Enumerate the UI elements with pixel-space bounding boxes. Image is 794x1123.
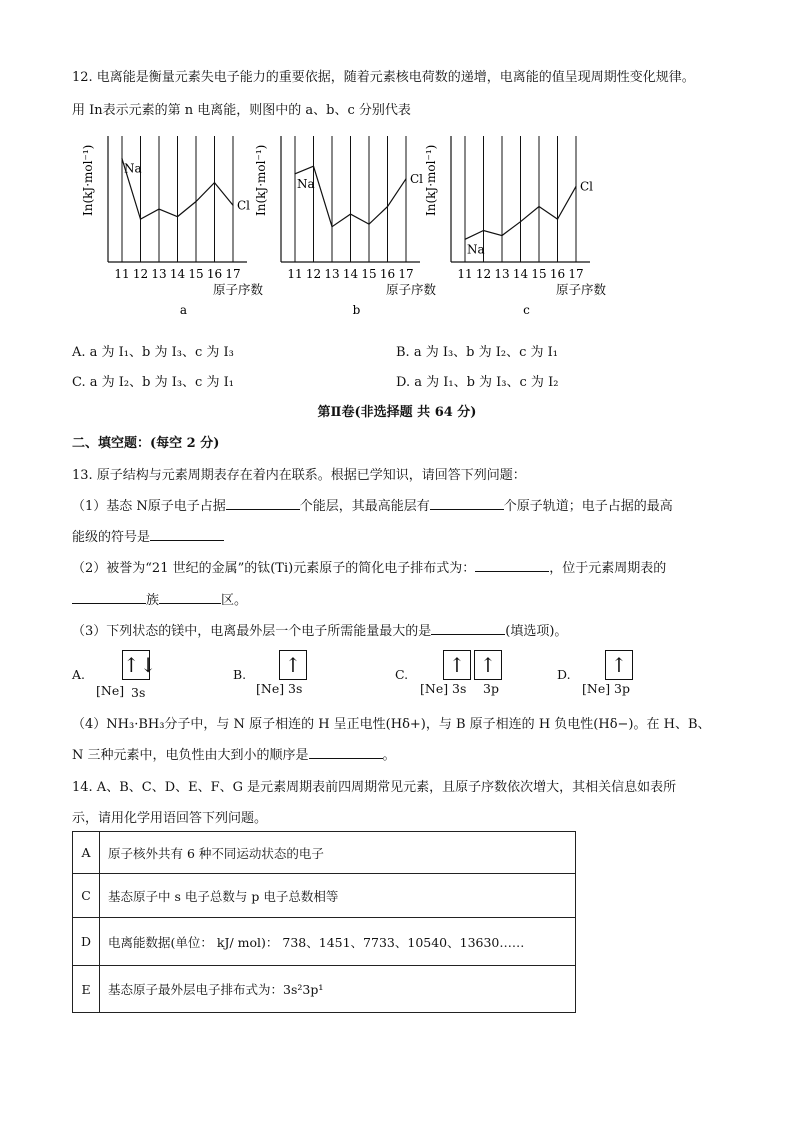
q13-part3 (72, 620, 567, 639)
q13-part1-cont (72, 526, 224, 545)
point-label-na: Na (297, 176, 315, 191)
q14-intro1: 14. A、B、C、D、E、F、G 是元素周期表前四周期常见元素，且原子序数依次增大，其相关信息如表所 (72, 780, 677, 795)
q13-p2a: （2）被誉为“21 世纪的金属”的钛(Ti)元素原子的简化电子排布式为： (72, 561, 476, 576)
q13-p1d: 能级的符号是 (72, 530, 151, 545)
x-tick-label: 17 (225, 267, 241, 281)
data-point (405, 178, 406, 179)
answer-blank[interactable] (430, 498, 504, 510)
data-point (387, 206, 388, 207)
chart-b (243, 128, 436, 323)
table-key: E (73, 966, 100, 1013)
chart-caption: b (352, 303, 361, 317)
y-axis-label: In(kJ·mol⁻¹) (81, 144, 95, 216)
table-key: D (73, 918, 100, 966)
choice-letter: D. (557, 667, 571, 682)
answer-blank[interactable] (72, 592, 146, 604)
x-tick-label: 12 (305, 267, 322, 281)
table-key: C (73, 874, 100, 918)
q13-p4c: 。 (382, 748, 396, 763)
choice-letter: B. (233, 667, 247, 682)
data-point (501, 235, 502, 236)
chart-caption: c (523, 303, 530, 317)
x-tick-label: 17 (568, 267, 584, 281)
q13-part2-cont (72, 589, 247, 608)
x-axis-label: 原子序数 (555, 282, 606, 297)
q13-part4-line1: （4）NH₃·BH₃分子中，与 N 原子相连的 H 呈正电性(Hδ+)，与 B 原子相连的 H 负电性(Hδ−)。在 H、B、 (72, 717, 711, 732)
q13-p2c: 族 (146, 593, 160, 608)
x-tick-label: 15 (188, 267, 204, 281)
x-tick-label: 13 (494, 267, 510, 281)
q13-p2b: ，位于元素周期表的 (549, 561, 667, 576)
chart-c-svg (413, 128, 606, 323)
choice-letter: A. (72, 667, 86, 682)
point-label-cl: Cl (410, 171, 424, 186)
q13-p3: （3）下列状态的镁中，电离最外层一个电子所需能量最大的是 (72, 624, 432, 639)
orbital-box: ↑ (443, 650, 471, 680)
q12-option-a: A. a 为 I₁、b 为 I₃、c 为 I₃ (72, 345, 234, 360)
point-label-cl: Cl (580, 179, 594, 194)
core-label: [Ne] (582, 681, 611, 696)
q13-p1b: 个能层，其最高能层有 (299, 499, 430, 514)
data-point (140, 219, 141, 220)
q12-option-c: C. a 为 I₂、b 为 I₃、c 为 I₁ (72, 375, 234, 390)
data-point (195, 201, 196, 202)
q12-option-d: D. a 为 I₁、b 为 I₃、c 为 I₂ (396, 375, 559, 390)
chart-c (413, 128, 606, 323)
orbital-label: 3p (614, 681, 630, 696)
q13-intro: 13. 原子结构与元素周期表存在着内在联系。根据已学知识，请回答下列问题： (72, 468, 526, 483)
q13-part2 (72, 557, 666, 576)
table-row (73, 832, 576, 874)
data-point (331, 226, 332, 227)
data-point (520, 221, 521, 222)
x-tick-label: 16 (206, 267, 223, 281)
q13-p3b: (填选项)。 (505, 624, 568, 639)
x-axis-label: 原子序数 (385, 282, 436, 297)
q13-p2d: 区。 (221, 593, 248, 608)
data-point (158, 208, 159, 209)
data-point (368, 224, 369, 225)
table-row (73, 966, 576, 1013)
data-point (538, 206, 539, 207)
q14-info-table (72, 831, 576, 1013)
point-label-cl: Cl (237, 198, 251, 213)
q12-line1: 12. 电离能是衡量元素失电子能力的重要依据，随着元素核电荷数的递增，电离能的值呈现周期性变化规律。 (72, 70, 695, 85)
answer-blank[interactable] (475, 560, 549, 572)
chart-caption: a (179, 303, 188, 317)
y-axis-label: In(kJ·mol⁻¹) (254, 144, 268, 216)
table-text: 基态原子中 s 电子总数与 p 电子总数相等 (100, 874, 576, 918)
orbital-box: ↑ (279, 650, 307, 680)
x-axis-label: 原子序数 (212, 282, 263, 297)
table-text: 原子核外共有 6 种不同运动状态的电子 (100, 832, 576, 874)
choice-letter: C. (395, 667, 409, 682)
data-point (557, 219, 558, 220)
orbital-label: 3p (483, 681, 499, 696)
chart-a (70, 128, 263, 323)
y-axis-label: In(kJ·mol⁻¹) (424, 144, 438, 216)
x-tick-label: 11 (287, 267, 303, 281)
answer-blank[interactable] (431, 623, 505, 635)
q13-part1 (72, 495, 673, 514)
table-text: 基态原子最外层电子排布式为：3s²3p¹ (100, 966, 576, 1013)
answer-blank[interactable] (309, 747, 383, 759)
core-label: [Ne] (96, 683, 125, 698)
x-tick-label: 15 (531, 267, 547, 281)
x-tick-label: 11 (457, 267, 473, 281)
point-label-na: Na (124, 161, 142, 176)
data-point (313, 166, 314, 167)
x-tick-label: 13 (151, 267, 167, 281)
x-tick-label: 16 (379, 267, 396, 281)
x-tick-label: 16 (549, 267, 566, 281)
table-row (73, 874, 576, 918)
data-point (464, 239, 465, 240)
q12-option-b: B. a 为 I₃、b 为 I₂、c 为 I₁ (396, 345, 559, 360)
q13-p1c: 个原子轨道；电子占据的最高 (503, 499, 673, 514)
q12-line2: 用 In表示元素的第 n 电离能，则图中的 a、b、c 分别代表 (72, 103, 411, 118)
answer-blank[interactable] (150, 529, 224, 541)
answer-blank[interactable] (226, 498, 300, 510)
orbital-label: 3s (452, 681, 467, 696)
q13-part4-line2 (72, 744, 396, 763)
orbital-label: 3s (131, 685, 146, 700)
data-point (294, 173, 295, 174)
answer-blank[interactable] (159, 592, 221, 604)
data-point (483, 230, 484, 231)
table-row (73, 918, 576, 966)
q14-intro2: 示，请用化学用语回答下列问题。 (72, 811, 268, 826)
x-tick-label: 14 (342, 267, 359, 281)
q13-p4b: N 三种元素中，电负性由大到小的顺序是 (72, 748, 309, 763)
x-tick-label: 12 (475, 267, 492, 281)
chart-a-svg (70, 128, 263, 323)
orbital-box: ↑ (474, 650, 502, 680)
q13-p1a: （1）基态 N原子电子占据 (72, 499, 226, 514)
data-point (350, 214, 351, 215)
orbital-label: 3s (288, 681, 303, 696)
data-point (177, 216, 178, 217)
data-point (575, 186, 576, 187)
data-point (232, 205, 233, 206)
x-tick-label: 11 (114, 267, 130, 281)
orbital-box: ↑ (605, 650, 633, 680)
table-key: A (73, 832, 100, 874)
orbital-box: ↑↓ (122, 650, 150, 680)
core-label: [Ne] (256, 681, 285, 696)
section2-subheading: 二、填空题：(每空 2 分) (72, 436, 220, 451)
data-point (121, 158, 122, 159)
x-tick-label: 12 (132, 267, 149, 281)
section2-heading: 第Ⅱ卷(非选择题 共 64 分) (317, 405, 477, 420)
data-point (214, 182, 215, 183)
x-tick-label: 13 (324, 267, 340, 281)
x-tick-label: 14 (169, 267, 186, 281)
point-label-na: Na (467, 242, 485, 257)
table-text: 电离能数据(单位： kJ/ mol)： 738、1451、7733、10540、13630…… (100, 918, 576, 966)
x-tick-label: 15 (361, 267, 377, 281)
core-label: [Ne] (420, 681, 449, 696)
x-tick-label: 14 (512, 267, 529, 281)
chart-b-svg (243, 128, 436, 323)
x-tick-label: 17 (398, 267, 414, 281)
